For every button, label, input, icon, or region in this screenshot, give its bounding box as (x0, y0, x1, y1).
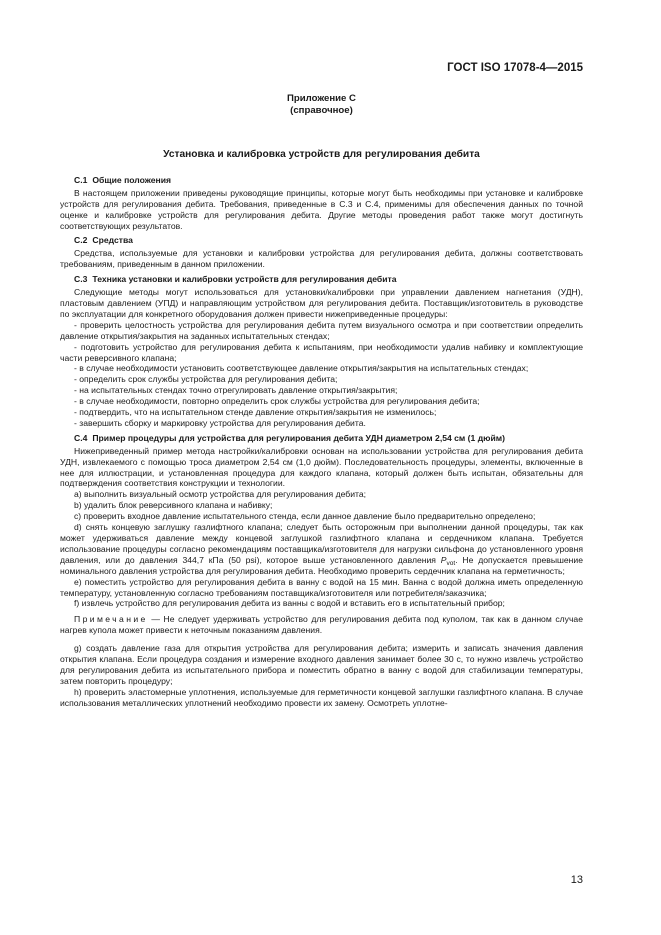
section-heading-c1 (74, 175, 583, 186)
pressure-symbol: P (440, 554, 447, 565)
section-heading-c4 (74, 433, 583, 444)
section-number: С.4 (74, 432, 88, 443)
page-number: 13 (570, 874, 583, 886)
list-item: - в случае необходимости установить соответствующее давление открытия/закрытия на испытательных стендах; (74, 363, 529, 374)
annex-title: Приложение С (287, 93, 356, 104)
section-number: С.3 (74, 274, 88, 285)
section-title: Общие положения (92, 174, 172, 185)
paragraph: Нижеприведенный пример метода настройки/калибровки основан на использовании устройства для регулирования дебита УДН, извлекаемого с помощью троса диаметром 2,54 см (1,0 дюйм). Последовательность процедуры, элементы, включенные в нее для иллюстрации, и установленная процедура для каждого клапана, который должен быть испытан, обязательны для подтверждения соответствия конструкции и технологии. (60, 445, 583, 489)
list-item: е) поместить устройство для регулирования дебита в ванну с водой на 15 мин. Ванна с водой должна иметь определенную температуру, установленную согласно требованиям поставщика/изготовителя или потребителя/заказчика; (60, 576, 583, 598)
pressure-subscript: vot (446, 559, 456, 567)
list-item: - завершить сборку и маркировку устройства для регулирования дебита. (74, 417, 366, 428)
item-text: . Не допускается превышение номинального давления устройства для регулирования дебита. Необходимо проверить сердечник клапана на герметичность; (60, 554, 583, 576)
section-heading-c2 (74, 235, 583, 246)
list-item: - на испытательных стендах точно отрегулировать давление открытия/закрытия; (74, 385, 398, 396)
section-heading-c3 (74, 274, 583, 285)
note-text: — Не следует удерживать устройство для регулирования дебита под куполом, так как в данном случае нагрев купола может привести к неточным показаниям давления. (60, 614, 583, 636)
item-text: d) снять концевую заглушку газлифтного клапана; следует быть осторожным при выполнении данной процедуры, так как может удерживаться давление между концевой заглушкой газлифтного клапана и сердечником клапана. Требуется использование процедуры согласно рекомендациям поставщика/изготовителя для нагрузки сильфона до установленного уровня давления, или до давления 344,7 кПа (50 psi), которое выше установленного давления (60, 522, 583, 565)
list-item: f) извлечь устройство для регулирования дебита из ванны с водой и вставить его в испытательный прибор; (74, 598, 505, 609)
list-item: - в случае необходимости, повторно определить срок службы устройства для регулирования дебита; (74, 396, 480, 407)
list-item: - проверить целостность устройства для регулирования дебита путем визуального осмотра и при соответствии определить давление открытия/закрытия на заданных испытательных стендах; (60, 319, 583, 341)
page-content (60, 93, 583, 709)
section-number: С.2 (74, 235, 88, 246)
main-title: Установка и калибровка устройств для регулирования дебита (163, 149, 480, 160)
note-label: Примечание (74, 614, 148, 625)
list-item (60, 522, 583, 577)
list-item: - определить срок службы устройства для регулирования дебита; (74, 374, 338, 385)
list-item: h) проверить эластомерные уплотнения, используемые для герметичности концевой заглушки газлифтного клапана. В случае использования металлических уплотнений необходимо провести их замену. Осмотреть уплотне- (60, 686, 583, 708)
paragraph: Следующие методы могут использоваться для установки/калибровки при управлении давлением нагнетания (УДН), пластовым давлением (УПД) и направляющим устройством для регулирования дебита. Поставщик/изготовитель в руководстве по эксплуатации для конкретного оборудования должен привести нижеприведенные процедуры: (60, 287, 583, 319)
list-item: g) создать давление газа для открытия устройства для регулирования дебита; измерить и записать значения давления открытия клапана. Если процедура создания и измерение входного давления занимает более 30 с, то нужно извлечь устройство для регулирования дебита из испытательного прибора и поместить обратно в ванну с водой для стабилизации температуры, затем повторить процедуру; (60, 643, 583, 686)
list-item: а) выполнить визуальный осмотр устройства для регулирования дебита; (74, 489, 367, 500)
list-item: - подготовить устройство для регулирования дебита к испытаниям, при необходимости удалив набивку и комплектующие части реверсивного клапана; (60, 341, 583, 363)
paragraph: В настоящем приложении приведены руководящие принципы, которые могут быть необходимы при установке и калибровке устройств для регулирования дебита. Требования, приведенные в С.3 и С.4, применимы для обеспечения данных по точной оценке и калибровке устройств для регулирования дебита. Другие методы проведения работ также могут достигнуть соответствующих результатов. (60, 187, 583, 231)
section-title: Пример процедуры для устройства для регулирования дебита УДН диаметром 2,54 см (1 дюйм) (92, 432, 505, 443)
section-number: С.1 (74, 174, 88, 185)
note (60, 614, 583, 636)
section-title: Средства (92, 235, 133, 246)
list-item: - подтвердить, что на испытательном стенде давление открытия/закрытия не изменилось; (74, 407, 437, 418)
document-code: ГОСТ ISO 17078-4—2015 (447, 62, 583, 74)
list-item: с) проверить входное давление испытательного стенда, если данное давление было предварительно определено; (74, 511, 536, 522)
annex-subtitle: (справочное) (290, 105, 353, 116)
paragraph: Средства, используемые для установки и калибровки устройства для регулирования дебита, должны соответствовать требованиям, приведенным в данном приложении. (60, 248, 583, 270)
section-title: Техника установки и калибровки устройств для регулирования дебита (92, 274, 397, 285)
list-item: b) удалить блок реверсивного клапана и набивку; (74, 500, 273, 511)
